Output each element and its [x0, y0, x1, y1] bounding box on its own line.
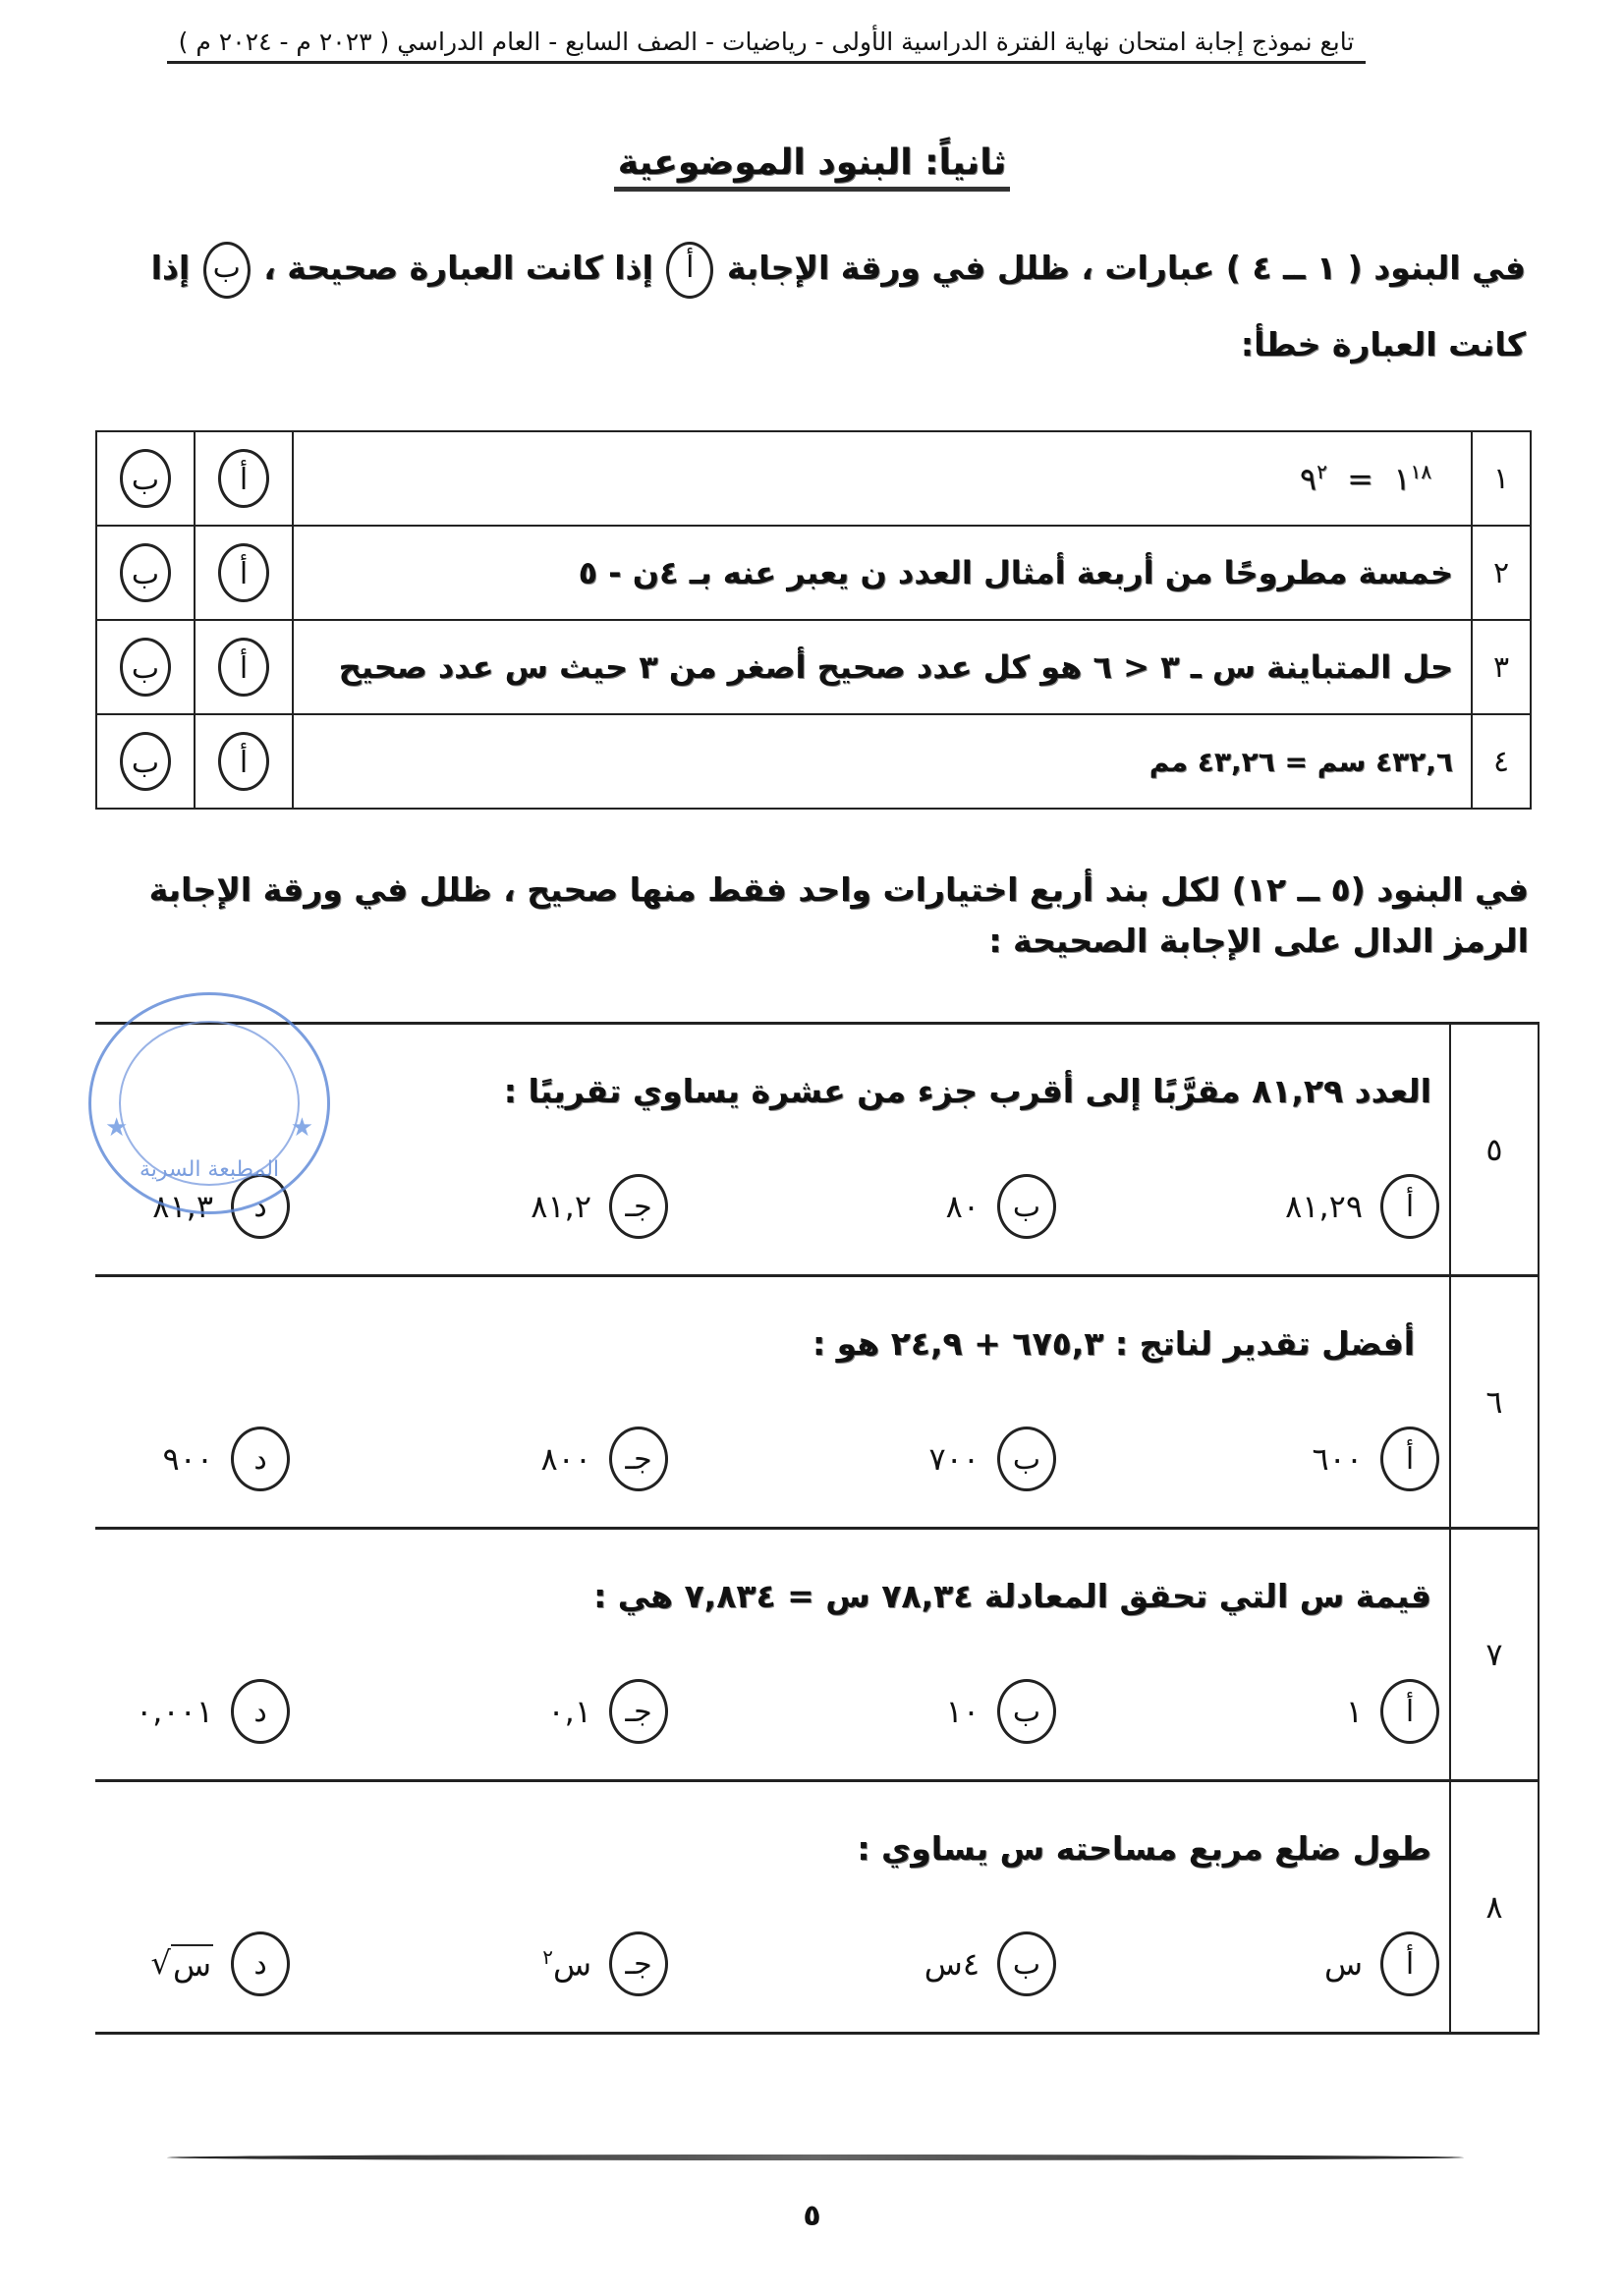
options-row	[93, 1174, 1449, 1243]
option-value: ١٠	[945, 1693, 980, 1730]
option-a-cell[interactable]	[195, 526, 293, 620]
option-bubble[interactable]: جـ	[609, 1679, 668, 1744]
option-bubble[interactable]: جـ	[609, 1931, 668, 1996]
option-b-cell[interactable]	[96, 526, 195, 620]
option-value: ٨٠	[945, 1188, 980, 1225]
item-question: العدد ٨١,٢٩ مقرَّبًا إلى أقرب جزء من عشرة يساوي تقريبًا :	[503, 1072, 1431, 1110]
option-a-bubble[interactable]: أ	[218, 638, 269, 697]
table-row	[96, 526, 1531, 620]
page-number: ٥	[803, 2199, 821, 2233]
option-value: ١	[1345, 1693, 1363, 1730]
item-body	[95, 1529, 1450, 1781]
radical-icon: √	[150, 1944, 171, 1982]
section-title-text: ثانياً: البنود الموضوعية	[614, 142, 1011, 192]
base2: ٩	[1299, 460, 1317, 498]
option-a-cell[interactable]	[195, 431, 293, 526]
star-icon: ★	[290, 1113, 313, 1143]
stamp-text: المطبعة السرية	[139, 1157, 280, 1182]
item-number: ١	[1472, 431, 1531, 526]
option-d[interactable]	[151, 1931, 290, 1996]
table-row	[96, 431, 1531, 526]
table-row	[96, 714, 1531, 809]
option-b[interactable]	[946, 1174, 1056, 1239]
option-b-bubble[interactable]: ب	[120, 638, 171, 697]
item-number: ٦	[1450, 1276, 1539, 1529]
option-b-cell[interactable]	[96, 620, 195, 714]
option-value: ٠,٠٠١	[136, 1693, 213, 1730]
item-question: قيمة س التي تحقق المعادلة ٧٨,٣٤ س = ٧,٨٣٤ هي :	[593, 1577, 1431, 1615]
option-a-bubble[interactable]: أ	[218, 732, 269, 791]
option-bubble[interactable]: ب	[997, 1679, 1056, 1744]
item-number: ٧	[1450, 1529, 1539, 1781]
option-bubble[interactable]: ب	[997, 1174, 1056, 1239]
option-a-bubble[interactable]: أ	[218, 543, 269, 602]
option-bubble[interactable]: أ	[1380, 1174, 1439, 1239]
option-a-cell[interactable]	[195, 714, 293, 809]
option-a-bubble[interactable]: أ	[218, 449, 269, 508]
option-c[interactable]	[540, 1427, 668, 1491]
option-value: ٦٠٠	[1312, 1440, 1363, 1478]
option-value: ٨٠٠	[540, 1440, 591, 1478]
option-c[interactable]	[531, 1174, 668, 1239]
option-c[interactable]	[542, 1931, 668, 1996]
option-a[interactable]	[1346, 1679, 1439, 1744]
item-number: ٥	[1450, 1024, 1539, 1276]
true-false-table	[95, 430, 1532, 810]
section-title	[0, 142, 1624, 183]
option-bubble[interactable]: د	[231, 1679, 290, 1744]
item-number: ٨	[1450, 1781, 1539, 2034]
option-b-bubble[interactable]: ب	[120, 449, 171, 508]
option-value: ٠,١	[547, 1693, 591, 1730]
option-a-cell[interactable]	[195, 620, 293, 714]
option-value: ٤س	[924, 1945, 980, 1983]
item-statement: خمسة مطروحًا من أربعة أمثال العدد ن يعبر عنه بـ ٤ن - ٥	[293, 526, 1472, 620]
option-value: ٧٠٠	[928, 1440, 980, 1478]
item-number: ٢	[1472, 526, 1531, 620]
item-statement	[293, 431, 1472, 526]
option-value: س	[172, 1946, 211, 1984]
item-question: أفضل تقدير لناتج : ٦٧٥,٣ + ٢٤,٩ هو :	[812, 1324, 1415, 1363]
options-row	[93, 1931, 1449, 2000]
official-stamp	[88, 992, 330, 1214]
options-row	[93, 1427, 1449, 1495]
star-icon: ★	[105, 1113, 129, 1143]
option-bubble[interactable]: د	[231, 1174, 290, 1239]
option-b-cell[interactable]	[96, 431, 195, 526]
table-row	[96, 620, 1531, 714]
document-header: تابع نموذج إجابة امتحان نهاية الفترة الدراسية الأولى - رياضيات - الصف السابع - العام الدراسي ( ٢٠٢٣ م - ٢٠٢٤ م )	[167, 26, 1366, 64]
item-number: ٣	[1472, 620, 1531, 714]
option-bubble[interactable]: د	[231, 1427, 290, 1491]
option-bubble[interactable]: جـ	[609, 1174, 668, 1239]
option-c[interactable]	[547, 1679, 668, 1744]
item-question: طول ضلع مربع مساحته س يساوي :	[857, 1829, 1431, 1868]
table-row	[95, 1781, 1539, 2034]
option-b[interactable]	[946, 1679, 1056, 1744]
option-value: ٨١,٢	[531, 1188, 591, 1225]
option-bubble[interactable]: أ	[1380, 1679, 1439, 1744]
symbol-a: أ	[666, 242, 713, 299]
symbol-b: ب	[203, 242, 251, 299]
item-body	[95, 1781, 1450, 2034]
instr-tf-part2: إذا كانت العبارة صحيحة ،	[263, 249, 653, 287]
footer-divider	[167, 2155, 1464, 2160]
item-statement: حل المتباينة س ـ ٣ < ٦ هو كل عدد صحيح أصغر من ٣ حيث س عدد صحيح	[293, 620, 1472, 714]
option-exponent: ٢	[542, 1944, 553, 1969]
item-number: ٤	[1472, 714, 1531, 809]
option-bubble[interactable]: جـ	[609, 1427, 668, 1491]
option-value: ٨١,٣	[152, 1188, 213, 1225]
table-row	[95, 1276, 1539, 1529]
exp1: ١٨	[1410, 459, 1431, 483]
multiple-choice-instructions: في البنود (٥ ــ ١٢) لكل بند أربع اختيارات واحد فقط منها صحيح ، ظلل في ورقة الإجابة الرمز الدال على الإجابة الصحيحة :	[148, 870, 1529, 960]
table-row	[95, 1529, 1539, 1781]
option-value: س	[1323, 1945, 1363, 1983]
option-b[interactable]	[924, 1931, 1056, 1996]
instr-tf-part1: في البنود ( ١ ــ ٤ ) عبارات ، ظلل في ورقة الإجابة	[726, 249, 1526, 287]
option-a[interactable]	[1312, 1427, 1439, 1491]
option-d[interactable]	[136, 1679, 290, 1744]
option-b-bubble[interactable]: ب	[120, 543, 171, 602]
option-bubble[interactable]: أ	[1380, 1931, 1439, 1996]
option-b-cell[interactable]	[96, 714, 195, 809]
exp2: ٢	[1316, 459, 1327, 483]
option-bubble[interactable]: ب	[997, 1931, 1056, 1996]
option-bubble[interactable]: أ	[1380, 1427, 1439, 1491]
instr-tf-part3: إذا كانت العبارة خطأ:	[150, 249, 1526, 364]
option-b-bubble[interactable]: ب	[120, 732, 171, 791]
equals: =	[1347, 460, 1373, 498]
true-false-instructions	[91, 230, 1526, 383]
option-value: ٩٠٠	[162, 1440, 213, 1478]
item-body	[95, 1276, 1450, 1529]
options-row	[93, 1679, 1449, 1748]
option-value: ٨١,٢٩	[1285, 1188, 1363, 1225]
option-a[interactable]	[1285, 1174, 1439, 1239]
option-bubble[interactable]: د	[231, 1931, 290, 1996]
option-b[interactable]	[928, 1427, 1056, 1491]
option-a[interactable]	[1324, 1931, 1439, 1996]
item-statement: ٤٣٢,٦ سم = ٤٣,٢٦ مم	[293, 714, 1472, 809]
base1: ١	[1393, 460, 1411, 498]
option-value: س	[552, 1945, 591, 1984]
option-bubble[interactable]: ب	[997, 1427, 1056, 1491]
option-d[interactable]	[162, 1427, 290, 1491]
